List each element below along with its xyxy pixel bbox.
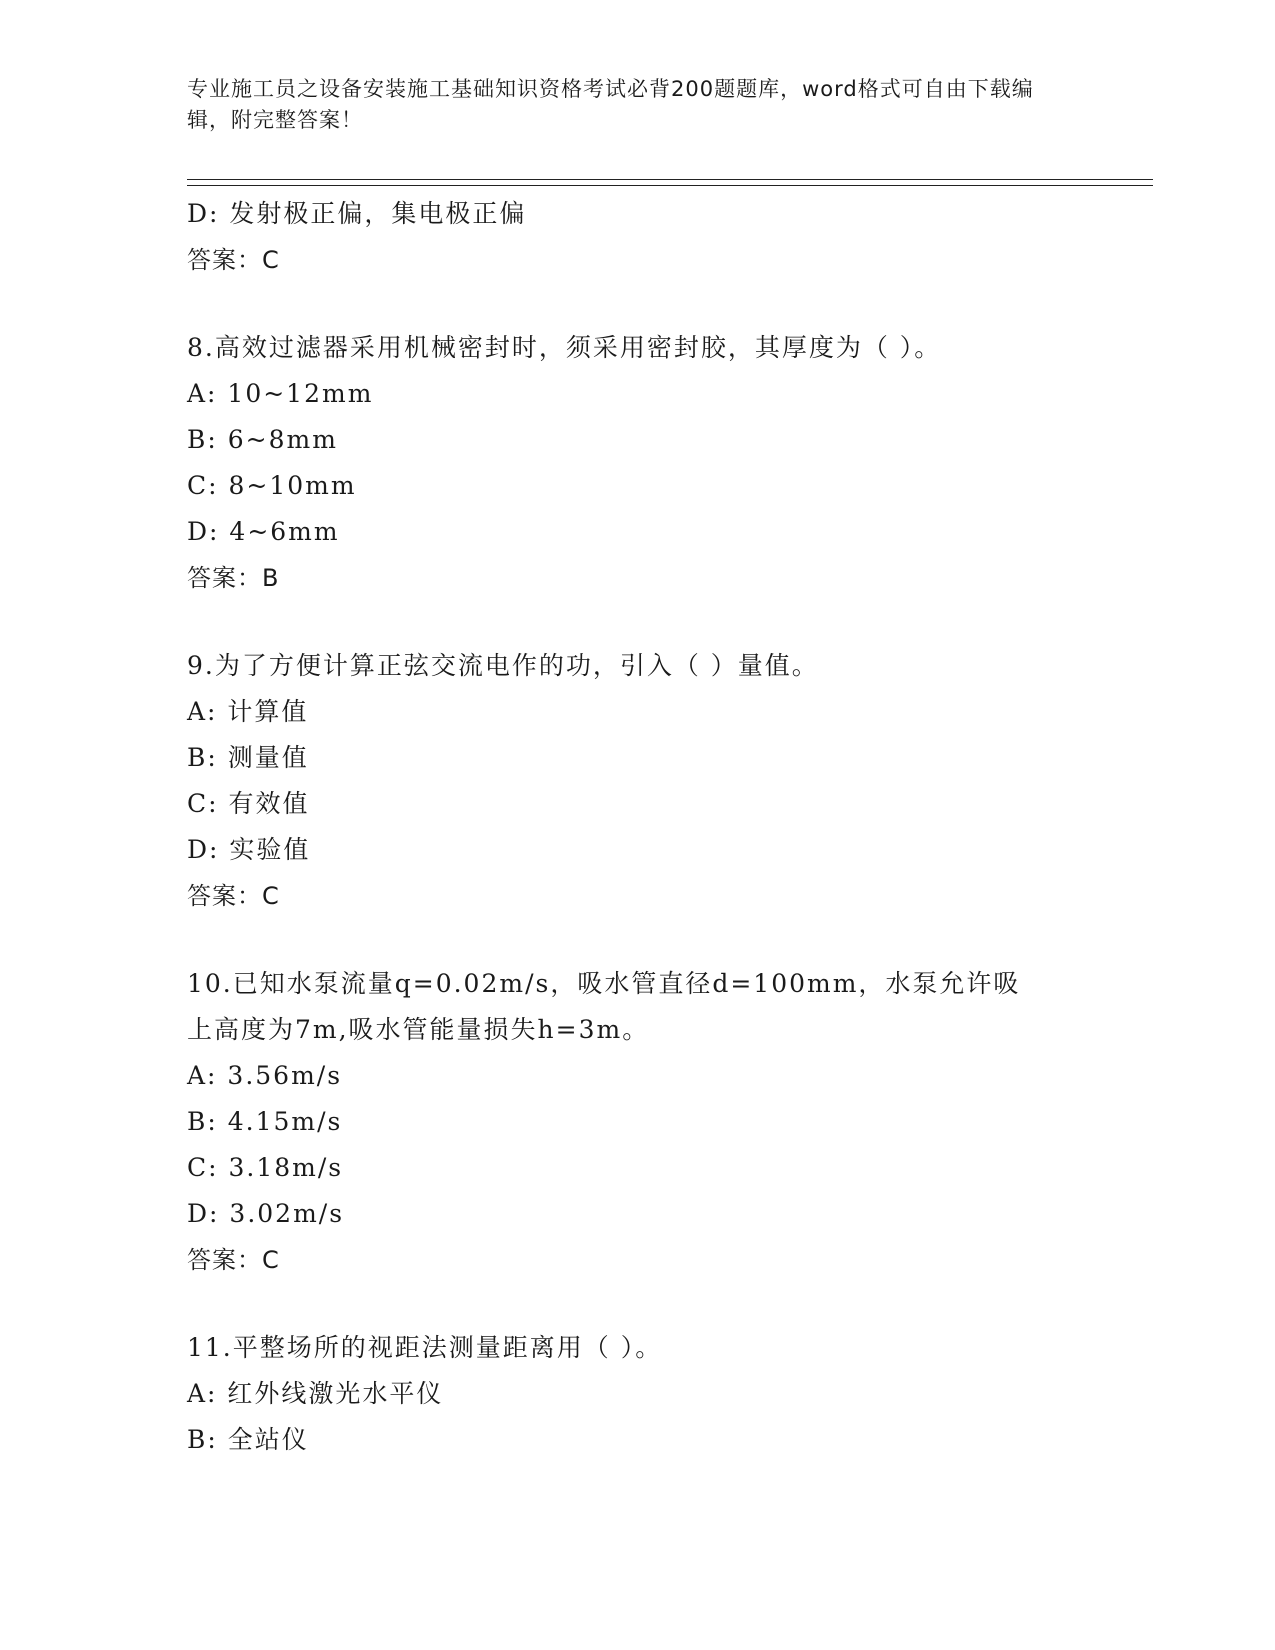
question-11-option-b: B: 全站仪 <box>187 1425 309 1454</box>
question-list <box>187 191 1087 1463</box>
question-10-option-c: C: 3.18m/s <box>187 1153 344 1182</box>
question-11-option-a: A: 红外线激光水平仪 <box>187 1379 444 1408</box>
question-9-option-d: D: 实验值 <box>187 835 311 864</box>
question-9-answer: 答案：C <box>187 882 280 910</box>
prev-question-answer: 答案：C <box>187 246 280 274</box>
question-8-option-b: B: 6~8mm <box>187 425 338 454</box>
prev-question-option-d: D: 发射极正偏，集电极正偏 <box>187 199 527 228</box>
question-9-option-a: A: 计算值 <box>187 697 309 726</box>
question-8-answer: 答案：B <box>187 564 280 592</box>
spacer <box>187 601 1087 643</box>
spacer <box>187 1283 1087 1325</box>
question-8-stem: 8.高效过滤器采用机械密封时，须采用密封胶，其厚度为（ ）。 <box>187 333 942 362</box>
question-10-answer: 答案：C <box>187 1246 280 1274</box>
question-8-option-c: C: 8~10mm <box>187 471 357 500</box>
question-10-stem: 10.已知水泵流量q=0.02m/s，吸水管直径d=100mm，水泵允许吸上高度为7m,吸水管能量损失h=3m。 <box>187 969 1021 1044</box>
question-9-stem: 9.为了方便计算正弦交流电作的功，引入（ ）量值。 <box>187 651 819 680</box>
question-9-option-c: C: 有效值 <box>187 789 310 818</box>
question-11-stem: 11.平整场所的视距法测量距离用（ ）。 <box>187 1333 663 1362</box>
question-10-option-a: A: 3.56m/s <box>187 1061 343 1090</box>
question-10-option-d: D: 3.02m/s <box>187 1199 345 1228</box>
spacer <box>187 283 1087 325</box>
question-8-option-d: D: 4~6mm <box>187 517 340 546</box>
question-9-option-b: B: 测量值 <box>187 743 309 772</box>
document-header: 专业施工员之设备安装施工基础知识资格考试必背200题题库，word格式可自由下载编辑，附完整答案！ <box>187 77 1034 132</box>
question-10-option-b: B: 4.15m/s <box>187 1107 343 1136</box>
header-divider <box>187 179 1153 186</box>
question-8-option-a: A: 10~12mm <box>187 379 374 408</box>
spacer <box>187 919 1087 961</box>
